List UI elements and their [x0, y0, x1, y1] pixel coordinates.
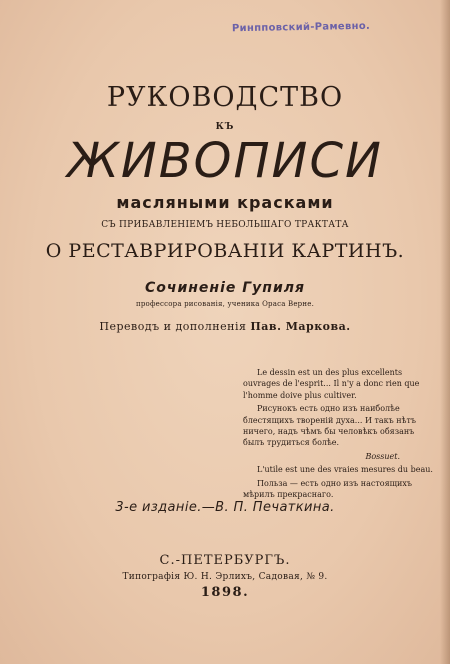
library-stamp: Ринпповский-Рамевно.: [231, 20, 371, 35]
imprint-city: С.-ПЕТЕРБУРГЪ.: [159, 553, 291, 568]
title-line-pribavleniem: СЪ ПРИБАВЛЕНІЕМЪ НЕБОЛЬШАГО ТРАКТАТА: [101, 220, 349, 230]
edition-line: 3-е изданіе.—В. П. Печаткина.: [115, 500, 335, 515]
imprint-year: 1898.: [200, 585, 250, 600]
translation-prefix: Переводъ и дополненія: [99, 320, 247, 333]
epigraph-block: [243, 367, 438, 502]
epigraph-signature: Bossuet.: [365, 451, 400, 461]
translation-line: [0, 320, 450, 333]
epigraph-russian-1: Рисунокъ есть одно изъ наиболѣе блестящихъ твореній духа... И такъ нѣтъ ничего, надъ чѣмъ бы человѣкъ обязанъ былъ трудиться болѣе.: [243, 404, 416, 448]
title-line-k: КЪ: [215, 122, 235, 132]
title-line-rukovodstvo: РУКОВОДСТВО: [106, 82, 344, 113]
author-subtitle: профессора рисованія, ученика Ораса Верне.: [136, 300, 314, 308]
imprint-printer: Типографія Ю. Н. Эрлихъ, Садовая, № 9.: [122, 572, 328, 582]
translator-name: Пав. Маркова.: [250, 320, 351, 333]
epigraph-french-1: Le dessin est un des plus excellents ouvrages de l'esprit... Il n'y a donc rien que l'homme doive plus cultiver.: [243, 368, 420, 400]
epigraph-french-2: L'utile est une des vraies mesures du beau.: [257, 465, 433, 475]
epigraph-russian-2: Польза — есть одно изъ настоящихъ мѣрилъ прекраснаго.: [243, 478, 412, 500]
author-line: Сочиненіе Гупиля: [144, 280, 306, 296]
title-line-zhivopisi: ЖИВОПИСИ: [67, 133, 383, 189]
title-line-restavrirovanii: О РЕСТАВРИРОВАНІИ КАРТИНЪ.: [45, 240, 405, 262]
title-line-maslyanymi: масляными красками: [116, 193, 334, 212]
